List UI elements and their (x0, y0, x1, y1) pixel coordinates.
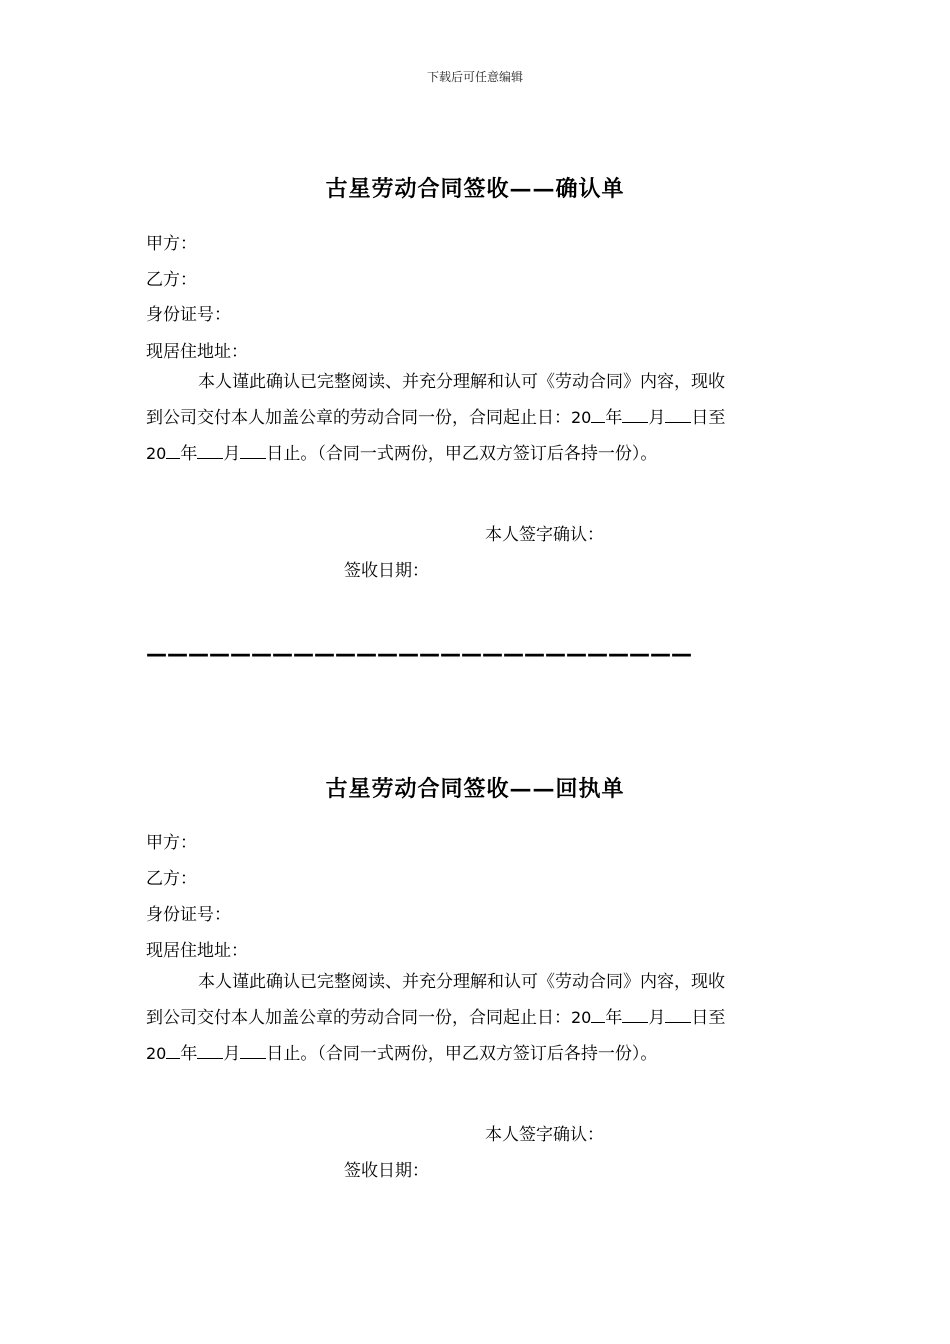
year-blank (591, 406, 605, 423)
year-label: 年 (180, 1044, 198, 1064)
month-blank (622, 406, 648, 423)
sign-date-label: 签收日期： (344, 1161, 429, 1181)
paragraph-line (146, 400, 808, 436)
year-label: 年 (605, 408, 623, 428)
year-prefix: 20 (571, 408, 592, 427)
paragraph-line: 本人谨此确认已完整阅读、并充分理解和认可《劳动合同》内容，现收 (198, 372, 725, 392)
year-prefix: 20 (146, 444, 167, 463)
signature-label: 本人签字确认： (485, 1125, 604, 1145)
month-label: 月 (648, 408, 666, 428)
year-blank (591, 1006, 605, 1023)
receipt-paragraph (146, 964, 808, 1072)
month-label: 月 (223, 444, 241, 464)
receipt-title: 古星劳动合同签收——回执单 (325, 776, 625, 802)
year-blank (166, 442, 180, 459)
day-blank (240, 1042, 266, 1059)
day-to-label: 日至 (691, 1008, 726, 1028)
paragraph-text: 到公司交付本人加盖公章的劳动合同一份，合同起止日： (146, 408, 571, 428)
day-to-label: 日至 (691, 408, 726, 428)
paragraph-end: 日止。（合同一式两份，甲乙双方签订后各持一份）。 (266, 1044, 658, 1064)
day-blank (240, 442, 266, 459)
day-blank (665, 1006, 691, 1023)
paragraph-line: 本人谨此确认已完整阅读、并充分理解和认可《劳动合同》内容，现收 (198, 972, 725, 992)
year-prefix: 20 (571, 1008, 592, 1027)
party-a-label: 甲方： (146, 833, 197, 853)
party-a-label: 甲方： (146, 234, 197, 254)
month-blank (197, 1042, 223, 1059)
month-label: 月 (648, 1008, 666, 1028)
header-note: 下载后可任意编辑 (426, 70, 523, 84)
year-label: 年 (605, 1008, 623, 1028)
address-label: 现居住地址： (146, 941, 248, 961)
year-prefix: 20 (146, 1044, 167, 1063)
id-number-label: 身份证号： (146, 905, 231, 925)
year-label: 年 (180, 444, 198, 464)
confirmation-paragraph (146, 364, 808, 472)
paragraph-line (146, 436, 808, 472)
address-label: 现居住地址： (146, 342, 248, 362)
party-b-label: 乙方： (146, 270, 197, 290)
signature-label: 本人签字确认： (485, 525, 604, 545)
month-blank (622, 1006, 648, 1023)
paragraph-line (146, 1036, 808, 1072)
party-b-label: 乙方： (146, 869, 197, 889)
confirmation-title: 古星劳动合同签收——确认单 (325, 176, 625, 202)
paragraph-end: 日止。（合同一式两份，甲乙双方签订后各持一份）。 (266, 444, 658, 464)
id-number-label: 身份证号： (146, 305, 231, 325)
paragraph-text: 到公司交付本人加盖公章的劳动合同一份，合同起止日： (146, 1008, 571, 1028)
sign-date-label: 签收日期： (344, 561, 429, 581)
month-blank (197, 442, 223, 459)
year-blank (166, 1042, 180, 1059)
month-label: 月 (223, 1044, 241, 1064)
paragraph-line (146, 1000, 808, 1036)
cut-line: —————————————————————————— (146, 642, 692, 666)
day-blank (665, 406, 691, 423)
